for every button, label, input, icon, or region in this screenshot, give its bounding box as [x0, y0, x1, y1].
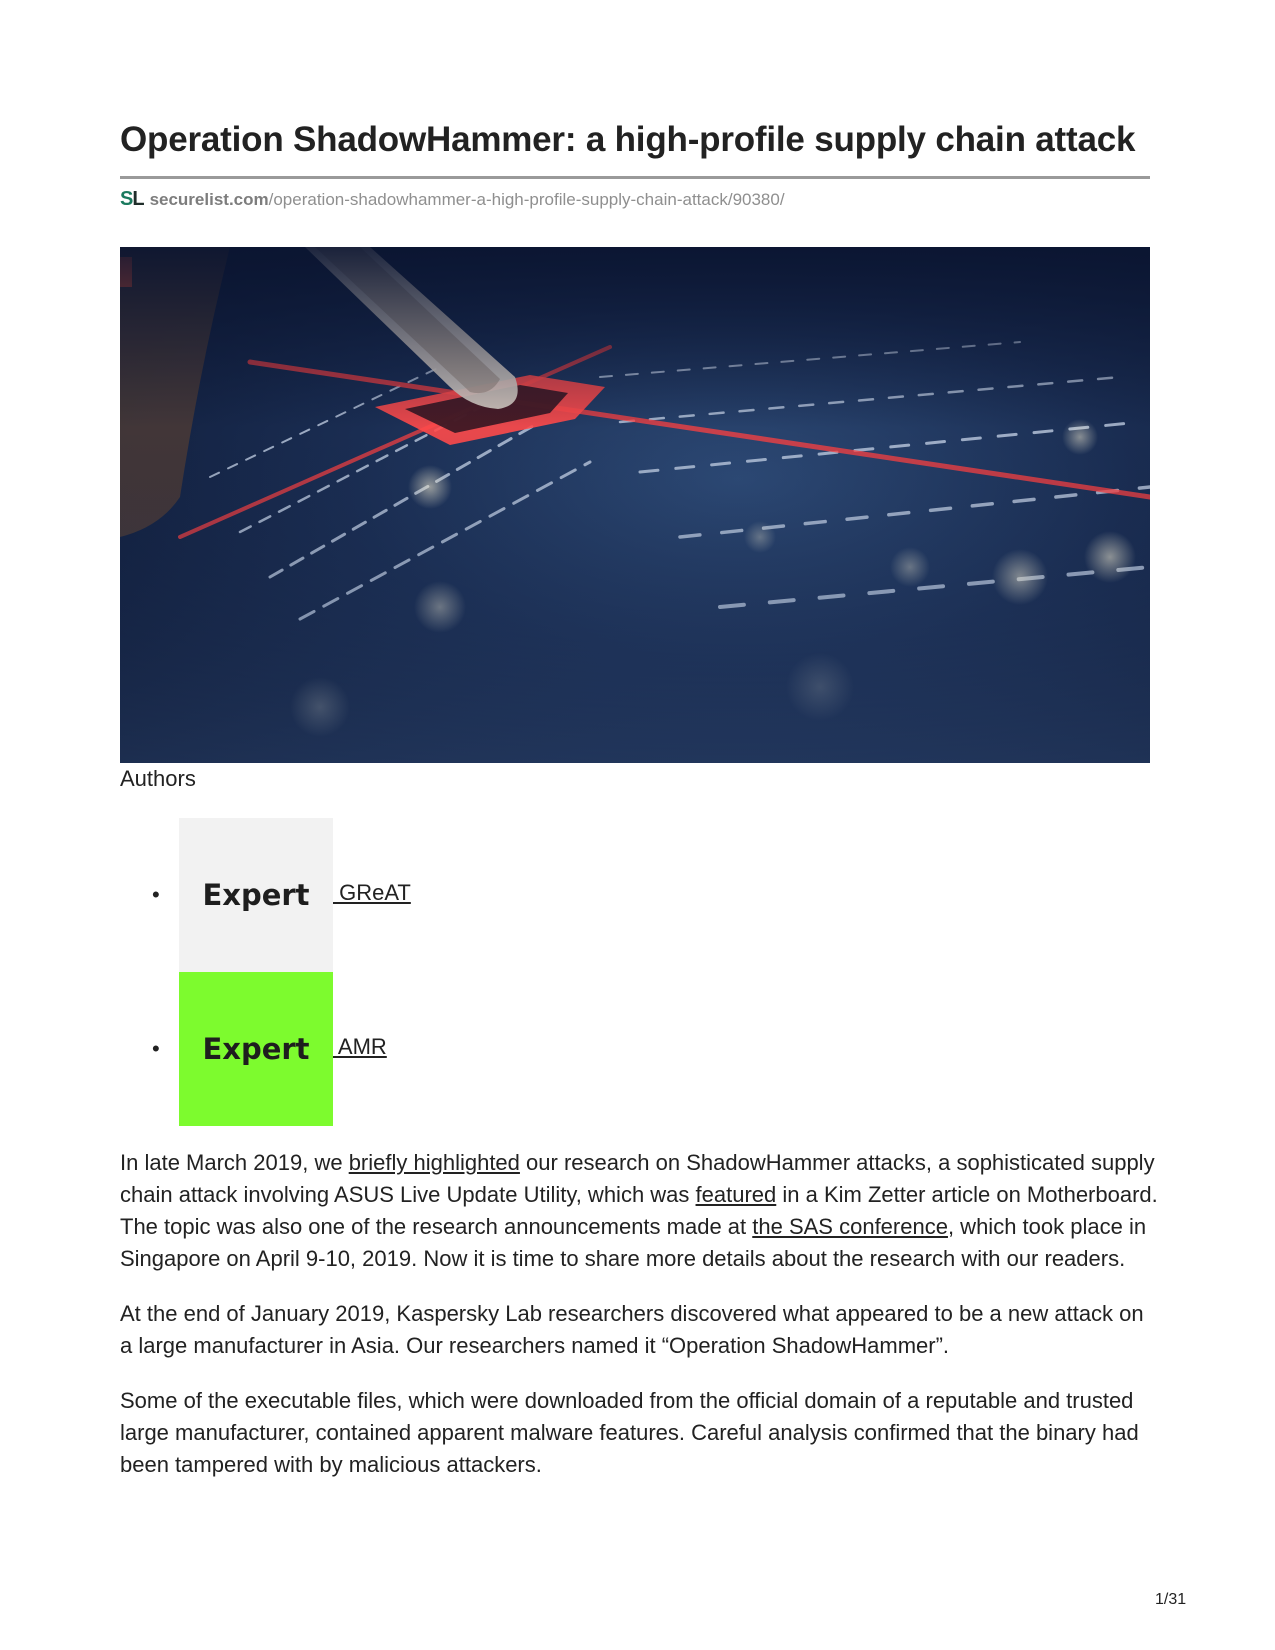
article-body: [120, 1147, 1160, 1504]
author-link-great[interactable]: GReAT: [333, 880, 411, 905]
author-link-amr[interactable]: AMR: [333, 1034, 387, 1059]
badge-label: Expert: [202, 878, 310, 912]
source-url[interactable]: [120, 188, 785, 211]
source-domain: securelist.com: [149, 189, 269, 209]
briefly-highlighted-link[interactable]: briefly highlighted: [348, 1150, 520, 1175]
article-title: Operation ShadowHammer: a high-profile supply chain attack: [120, 120, 1136, 159]
bullet-icon: •: [152, 882, 160, 907]
hero-image-keyboard: [120, 247, 1150, 763]
authors-label: Authors: [120, 766, 196, 791]
badge-label: Expert: [202, 1032, 310, 1066]
page-number: 1/31: [1155, 1591, 1187, 1608]
author-list: [120, 818, 720, 1126]
expert-badge-image: [179, 972, 333, 1126]
paragraph-discovery: At the end of January 2019, Kaspersky Lab researchers discovered what appeared to be a new attack on a large manufacturer in Asia. Our researchers named it “Operation ShadowHammer”.: [120, 1301, 1144, 1358]
source-path: /operation-shadowhammer-a-high-profile-supply-chain-attack/90380/: [268, 189, 785, 209]
securelist-logo-icon: SL: [120, 188, 144, 210]
bullet-icon: •: [152, 1036, 160, 1061]
title-divider: [120, 176, 1150, 179]
paragraph-analysis: Some of the executable files, which were downloaded from the official domain of a reputable and trusted large manufacturer, contained apparent malware features. Careful analysis confirmed that the binary had been tampered with by malicious attackers.: [120, 1388, 1139, 1477]
expert-badge-image: [179, 818, 333, 972]
sas-conference-link[interactable]: the SAS conference: [752, 1214, 948, 1239]
list-item: [120, 818, 720, 972]
list-item: [120, 972, 720, 1126]
paragraph-intro: In late March 2019, we briefly highlighted our research on ShadowHammer attacks, a sophisticated supply chain attack involving ASUS Live Update Utility, which was featured in a Kim Zetter article on Motherboard. The topic was also one of the research announcements made at the SAS conference, which took place in Singapore on April 9-10, 2019. Now it is time to share more details about the research with our readers.: [120, 1150, 1158, 1271]
featured-link[interactable]: featured: [695, 1182, 777, 1207]
